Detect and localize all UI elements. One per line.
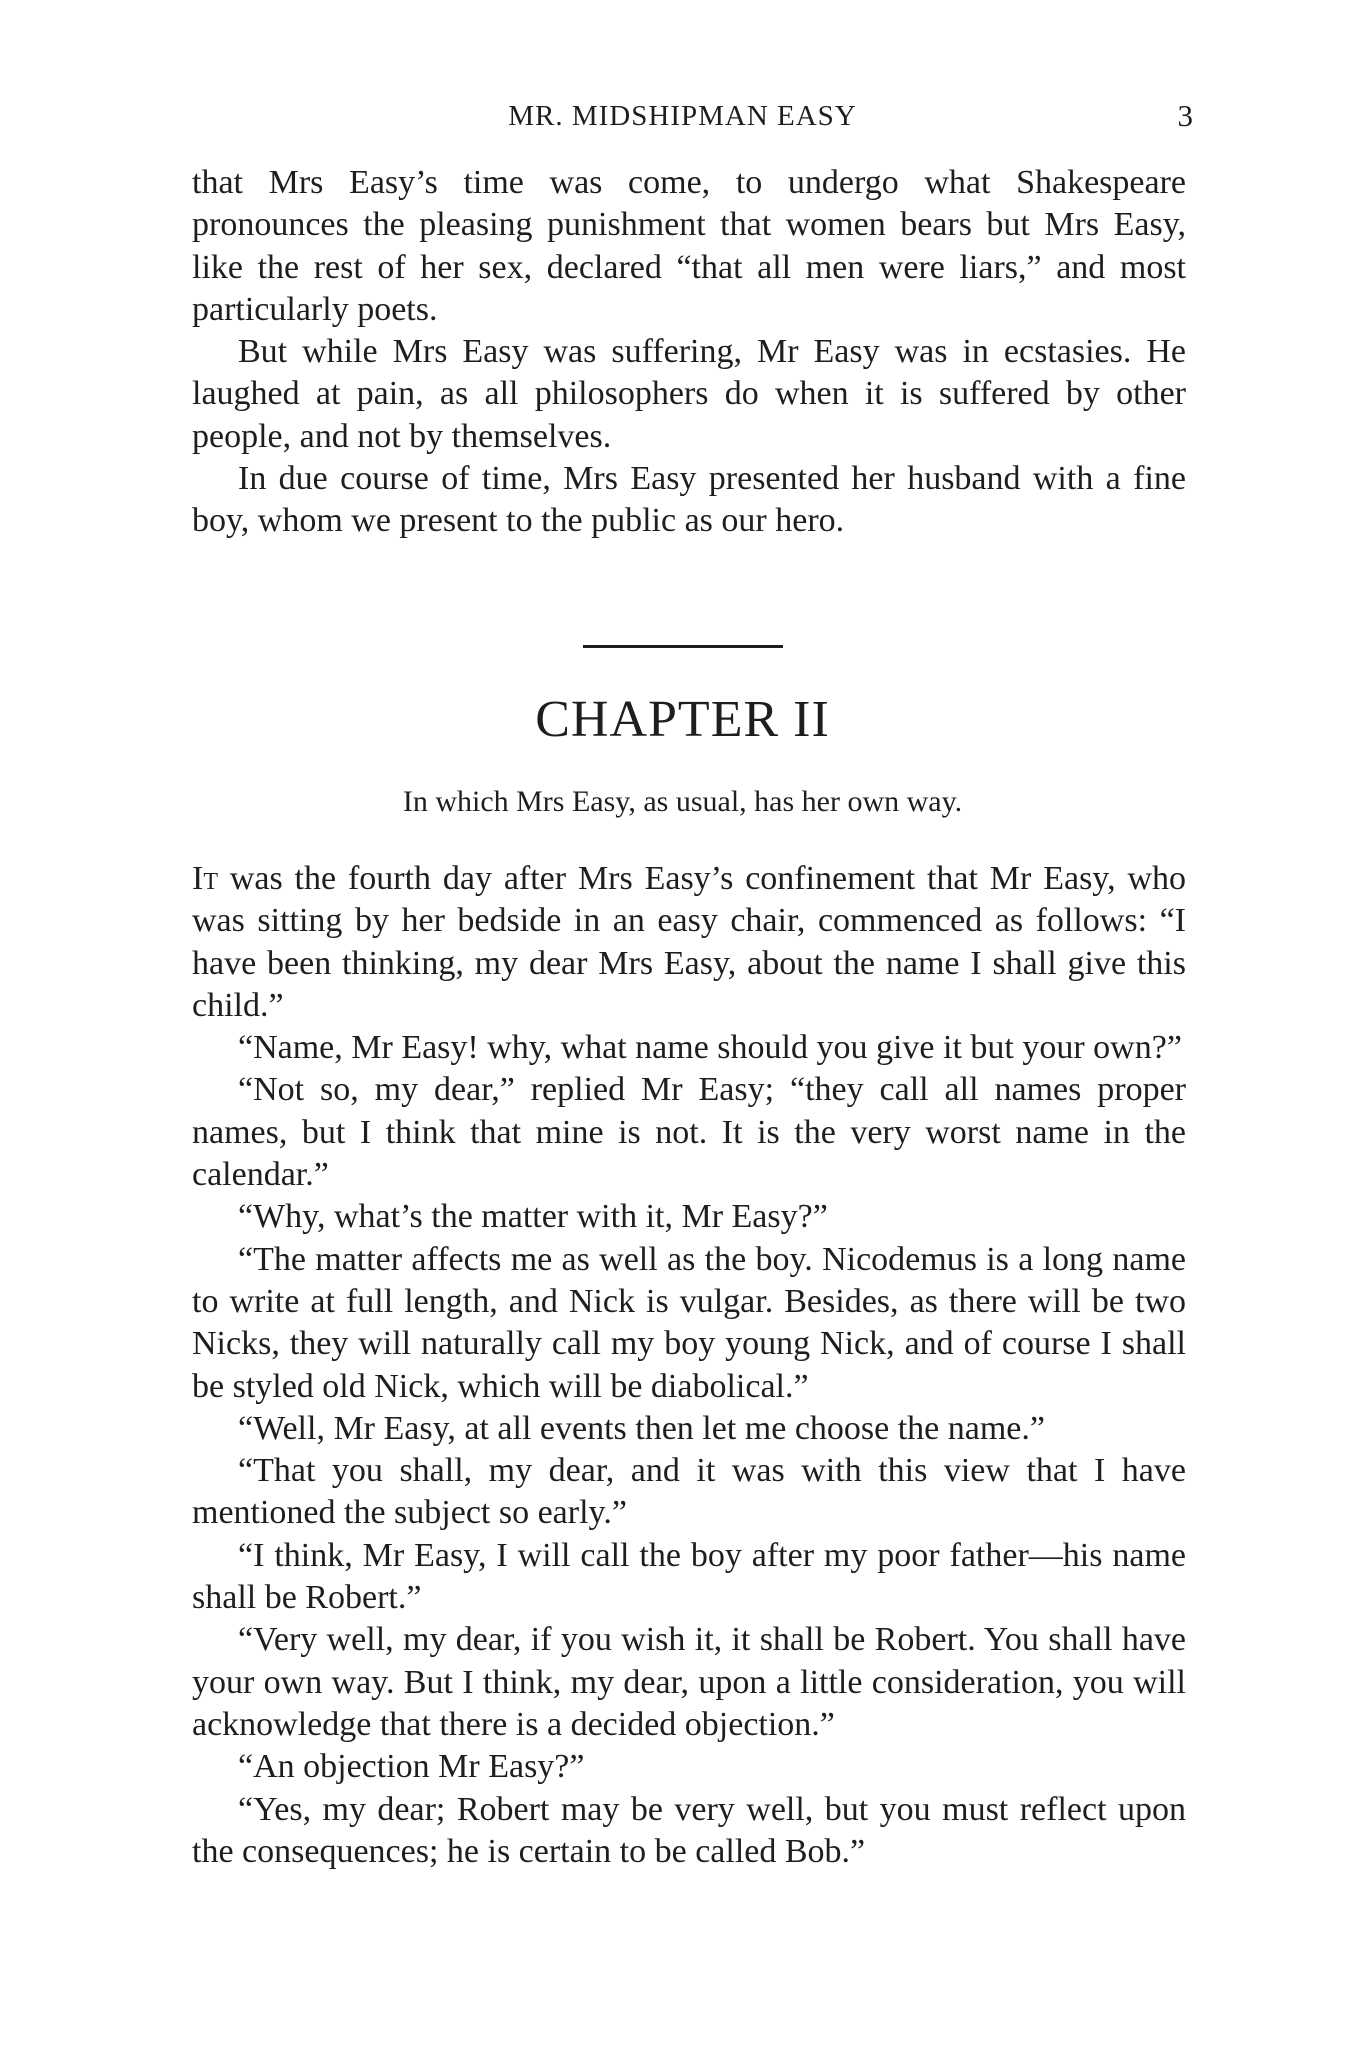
paragraph — [192, 858, 1186, 1027]
paragraph: But while Mrs Easy was suffering, Mr Easy was in ecstasies. He laughed at pain, as all philosophers do when it is suffered by other people, and not by themselves. — [192, 333, 1186, 455]
chapter-subtitle: In which Mrs Easy, as usual, has her own way. — [402, 785, 963, 818]
chapter-divider-rule — [583, 645, 783, 648]
paragraph: “An objection Mr Easy?” — [238, 1748, 585, 1786]
running-title: MR. MIDSHIPMAN EASY — [508, 100, 857, 132]
paragraph: “Well, Mr Easy, at all events then let me choose the name.” — [238, 1409, 1045, 1447]
paragraph: “Why, what’s the matter with it, Mr Easy?” — [238, 1198, 828, 1236]
paragraph: “Not so, my dear,” replied Mr Easy; “they call all names proper names, but I think that mine is not. It is the very worst name in the calendar.” — [192, 1071, 1186, 1194]
paragraph: “Yes, my dear; Robert may be very well, but you must reflect upon the consequences; he is certain to be called Bob.” — [192, 1790, 1186, 1870]
page-number: 3 — [1177, 98, 1193, 133]
chapter-title: CHAPTER II — [535, 691, 830, 748]
paragraph: “I think, Mr Easy, I will call the boy after my poor father—his name shall be Robert.” — [192, 1536, 1186, 1617]
paragraph: “Very well, my dear, if you wish it, it shall be Robert. You shall have your own way. But I think, my dear, upon a little consideration, you will acknowledge that there is a decided objection.” — [192, 1621, 1186, 1743]
paragraph: “That you shall, my dear, and it was with this view that I have mentioned the subject so early.” — [192, 1452, 1186, 1532]
running-head — [0, 96, 1365, 136]
lead-word: It — [192, 860, 218, 897]
chapter-text — [192, 858, 1186, 1873]
paragraph: “The matter affects me as well as the boy. Nicodemus is a long name to write at full length, and Nick is vulgar. Besides, as there will be two Nicks, they will naturally call my boy young Nick, and of course I shall be styled old Nick, which will be diabolical.” — [192, 1240, 1186, 1405]
paragraph: In due course of time, Mrs Easy presented her husband with a fine boy, whom we present to the public as our hero. — [192, 460, 1186, 540]
paragraph: that Mrs Easy’s time was come, to undergo what Shakespeare pronounces the pleasing punishment that women bears but Mrs Easy, like the rest of her sex, declared “that all men were liars,” and most particularly poets. — [192, 164, 1186, 328]
paragraph: “Name, Mr Easy! why, what name should you give it but your own?” — [238, 1029, 1182, 1067]
continued-text — [192, 162, 1186, 543]
paragraph-text: was the fourth day after Mrs Easy’s confinement that Mr Easy, who was sitting by her bedside in an easy chair, commenced as follows: “I have been thinking, my dear Mrs Easy, about the name I shall give this child.” — [192, 860, 1186, 1024]
